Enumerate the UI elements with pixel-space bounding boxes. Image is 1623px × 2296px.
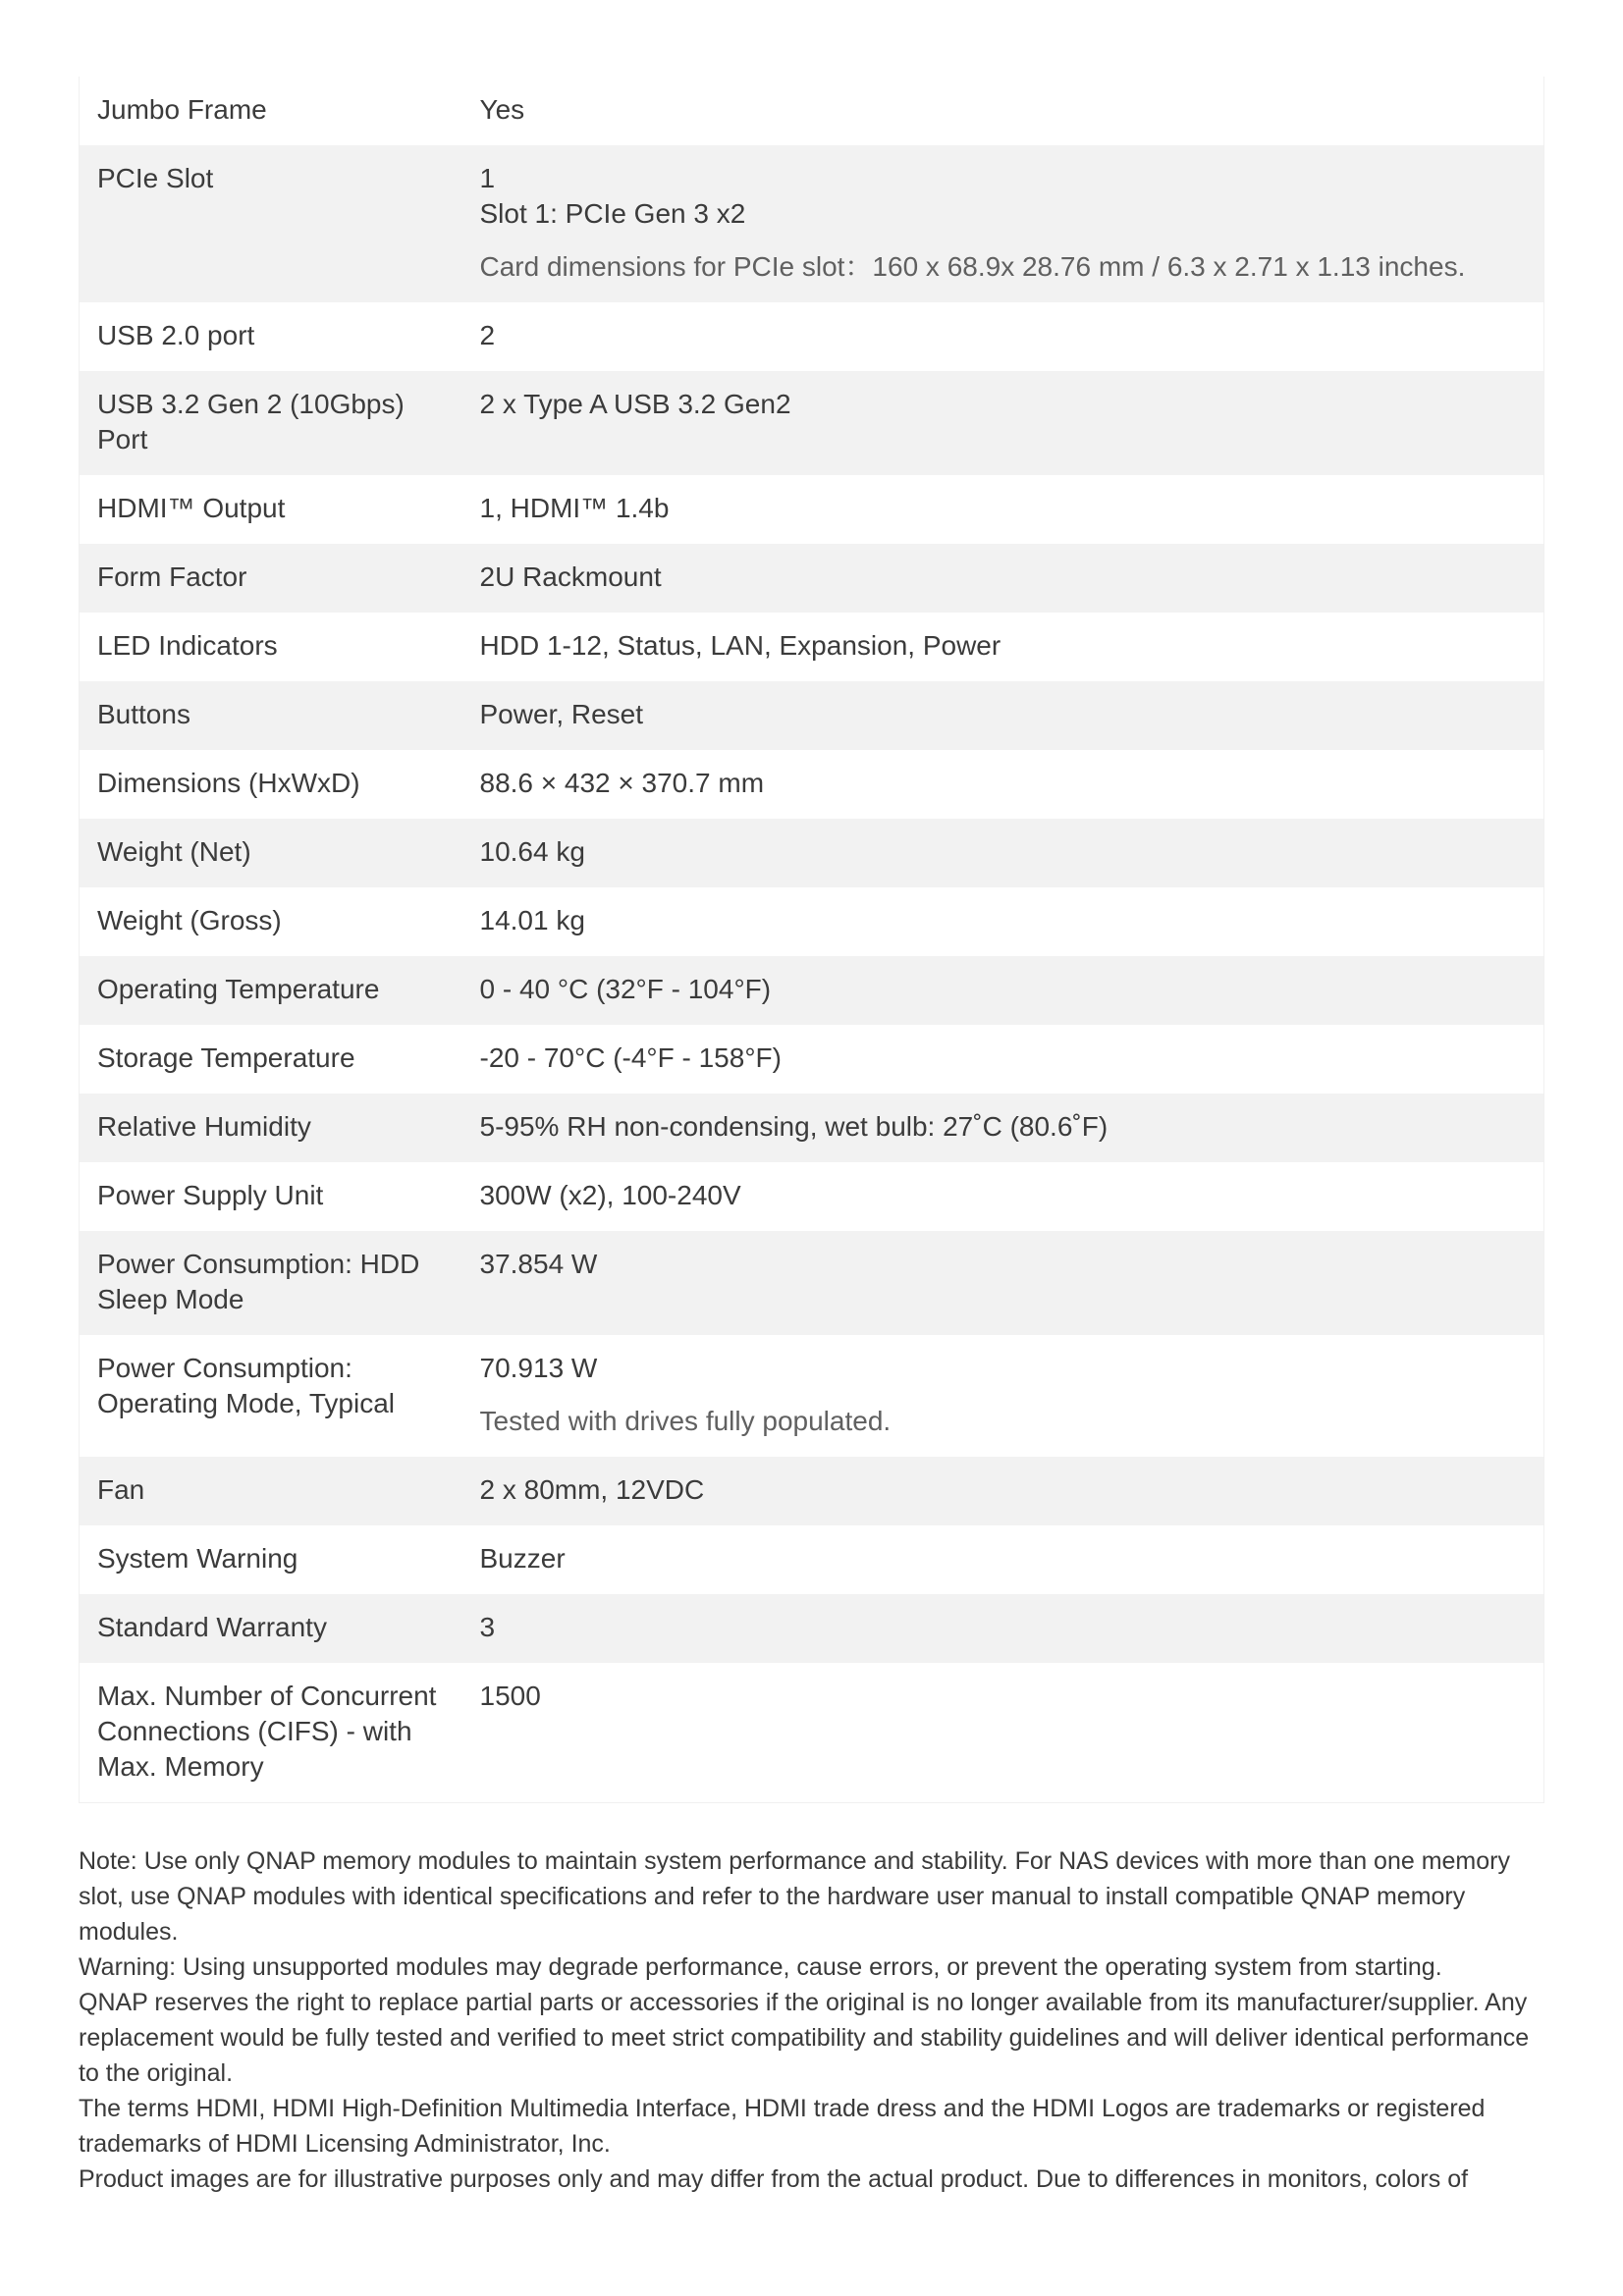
footnote-paragraph: Note: Use only QNAP memory modules to maintain system performance and stability. For NAS devices with more than one memory slot, use QNAP modules with identical specifications and refer to the hardware user manual to install compatible QNAP memory modules. — [79, 1847, 1510, 1946]
spec-label: HDMI™ Output — [80, 475, 462, 544]
spec-label: Relative Humidity — [80, 1094, 462, 1162]
footnote-paragraph: QNAP reserves the right to replace partial parts or accessories if the original is no longer available from its manufacturer/supplier. Any replacement would be fully tested and verified to meet strict compatibility and stability guidelines and will deliver identical performance to the original. — [79, 1989, 1530, 2087]
spec-value — [462, 371, 1544, 475]
spec-row — [80, 475, 1544, 544]
spec-label: Operating Temperature — [80, 956, 462, 1025]
spec-value-line: 2 x 80mm, 12VDC — [479, 1474, 705, 1505]
spec-label: USB 3.2 Gen 2 (10Gbps) Port — [80, 371, 462, 475]
spec-row — [80, 887, 1544, 956]
spec-value-line: 5-95% RH non-condensing, wet bulb: 27˚C (80.6˚F) — [479, 1111, 1109, 1142]
spec-row — [80, 956, 1544, 1025]
spec-row — [80, 819, 1544, 887]
spec-value — [462, 1231, 1544, 1335]
spec-value-line: 2 — [479, 320, 496, 350]
spec-value-note: Card dimensions for PCIe slot：160 x 68.9x 28.76 mm / 6.3 x 2.71 x 1.13 inches. — [479, 251, 1466, 282]
spec-label: USB 2.0 port — [80, 302, 462, 371]
spec-table-body — [80, 77, 1544, 1803]
spec-label: LED Indicators — [80, 613, 462, 681]
spec-value-line: 2U Rackmount — [479, 561, 662, 592]
spec-row — [80, 750, 1544, 819]
spec-value-line: Buzzer — [479, 1543, 566, 1574]
spec-row — [80, 145, 1544, 302]
spec-value — [462, 1525, 1544, 1594]
footnote-paragraph: Product images are for illustrative purposes only and may differ from the actual product. Due to differences in monitors, colors of — [79, 2165, 1469, 2193]
spec-row — [80, 1663, 1544, 1803]
spec-value — [462, 956, 1544, 1025]
spec-label: PCIe Slot — [80, 145, 462, 302]
spec-label: Power Consumption: Operating Mode, Typical — [80, 1335, 462, 1457]
spec-row — [80, 613, 1544, 681]
spec-value — [462, 302, 1544, 371]
spec-row — [80, 544, 1544, 613]
spec-row — [80, 302, 1544, 371]
spec-value — [462, 1594, 1544, 1663]
spec-label: Power Consumption: HDD Sleep Mode — [80, 1231, 462, 1335]
spec-row — [80, 371, 1544, 475]
spec-value-line: Yes — [479, 94, 525, 125]
spec-label: Jumbo Frame — [80, 77, 462, 145]
spec-label: Buttons — [80, 681, 462, 750]
spec-value-line: 14.01 kg — [479, 905, 585, 935]
spec-label: Weight (Net) — [80, 819, 462, 887]
spec-value — [462, 475, 1544, 544]
spec-row — [80, 1457, 1544, 1525]
spec-value-line: 10.64 kg — [479, 836, 585, 867]
spec-row — [80, 681, 1544, 750]
spec-value-line: 1 — [479, 163, 496, 193]
spec-value-line: 1, HDMI™ 1.4b — [479, 493, 670, 523]
spec-value-line: 0 - 40 °C (32°F - 104°F) — [479, 974, 772, 1004]
spec-value-line: 88.6 × 432 × 370.7 mm — [479, 768, 765, 798]
spec-row — [80, 77, 1544, 145]
spec-label: Dimensions (HxWxD) — [80, 750, 462, 819]
spec-table — [79, 77, 1544, 1803]
footnote-paragraph: The terms HDMI, HDMI High-Definition Multimedia Interface, HDMI trade dress and the HDMI Logos are trademarks or registered trademarks of HDMI Licensing Administrator, Inc. — [79, 2095, 1486, 2158]
spec-value-line: 3 — [479, 1612, 496, 1642]
spec-row — [80, 1094, 1544, 1162]
spec-label: Standard Warranty — [80, 1594, 462, 1663]
spec-value — [462, 1094, 1544, 1162]
spec-value — [462, 750, 1544, 819]
spec-value-line: 2 x Type A USB 3.2 Gen2 — [479, 389, 791, 419]
spec-value — [462, 1162, 1544, 1231]
spec-value — [462, 613, 1544, 681]
spec-value-line: Power, Reset — [479, 699, 644, 729]
spec-value — [462, 887, 1544, 956]
spec-value — [462, 1457, 1544, 1525]
spec-row — [80, 1594, 1544, 1663]
spec-row — [80, 1231, 1544, 1335]
spec-value-note: Tested with drives fully populated. — [479, 1406, 892, 1436]
spec-label: Weight (Gross) — [80, 887, 462, 956]
spec-label: Fan — [80, 1457, 462, 1525]
spec-value-line: 37.854 W — [479, 1249, 598, 1279]
spec-value — [462, 1335, 1544, 1457]
spec-value — [462, 681, 1544, 750]
spec-label: Max. Number of Concurrent Connections (CIFS) - with Max. Memory — [80, 1663, 462, 1803]
spec-value — [462, 77, 1544, 145]
spec-row — [80, 1162, 1544, 1231]
spec-label: System Warning — [80, 1525, 462, 1594]
spec-value-line: 70.913 W — [479, 1353, 598, 1383]
spec-row — [80, 1525, 1544, 1594]
spec-value — [462, 819, 1544, 887]
spec-value-line: HDD 1-12, Status, LAN, Expansion, Power — [479, 630, 1001, 661]
footnotes — [79, 1843, 1551, 2197]
spec-value-line: Slot 1: PCIe Gen 3 x2 — [479, 198, 746, 229]
spec-label: Storage Temperature — [80, 1025, 462, 1094]
spec-row — [80, 1335, 1544, 1457]
spec-value — [462, 1025, 1544, 1094]
spec-label: Form Factor — [80, 544, 462, 613]
spec-value-line: 300W (x2), 100-240V — [479, 1180, 741, 1210]
spec-value — [462, 1663, 1544, 1803]
spec-value — [462, 544, 1544, 613]
spec-value-line: 1500 — [479, 1681, 541, 1711]
spec-value — [462, 145, 1544, 302]
spec-label: Power Supply Unit — [80, 1162, 462, 1231]
spec-row — [80, 1025, 1544, 1094]
spec-value-line: -20 - 70°C (-4°F - 158°F) — [479, 1042, 782, 1073]
footnote-paragraph: Warning: Using unsupported modules may degrade performance, cause errors, or prevent the operating system from starting. — [79, 1953, 1442, 1981]
